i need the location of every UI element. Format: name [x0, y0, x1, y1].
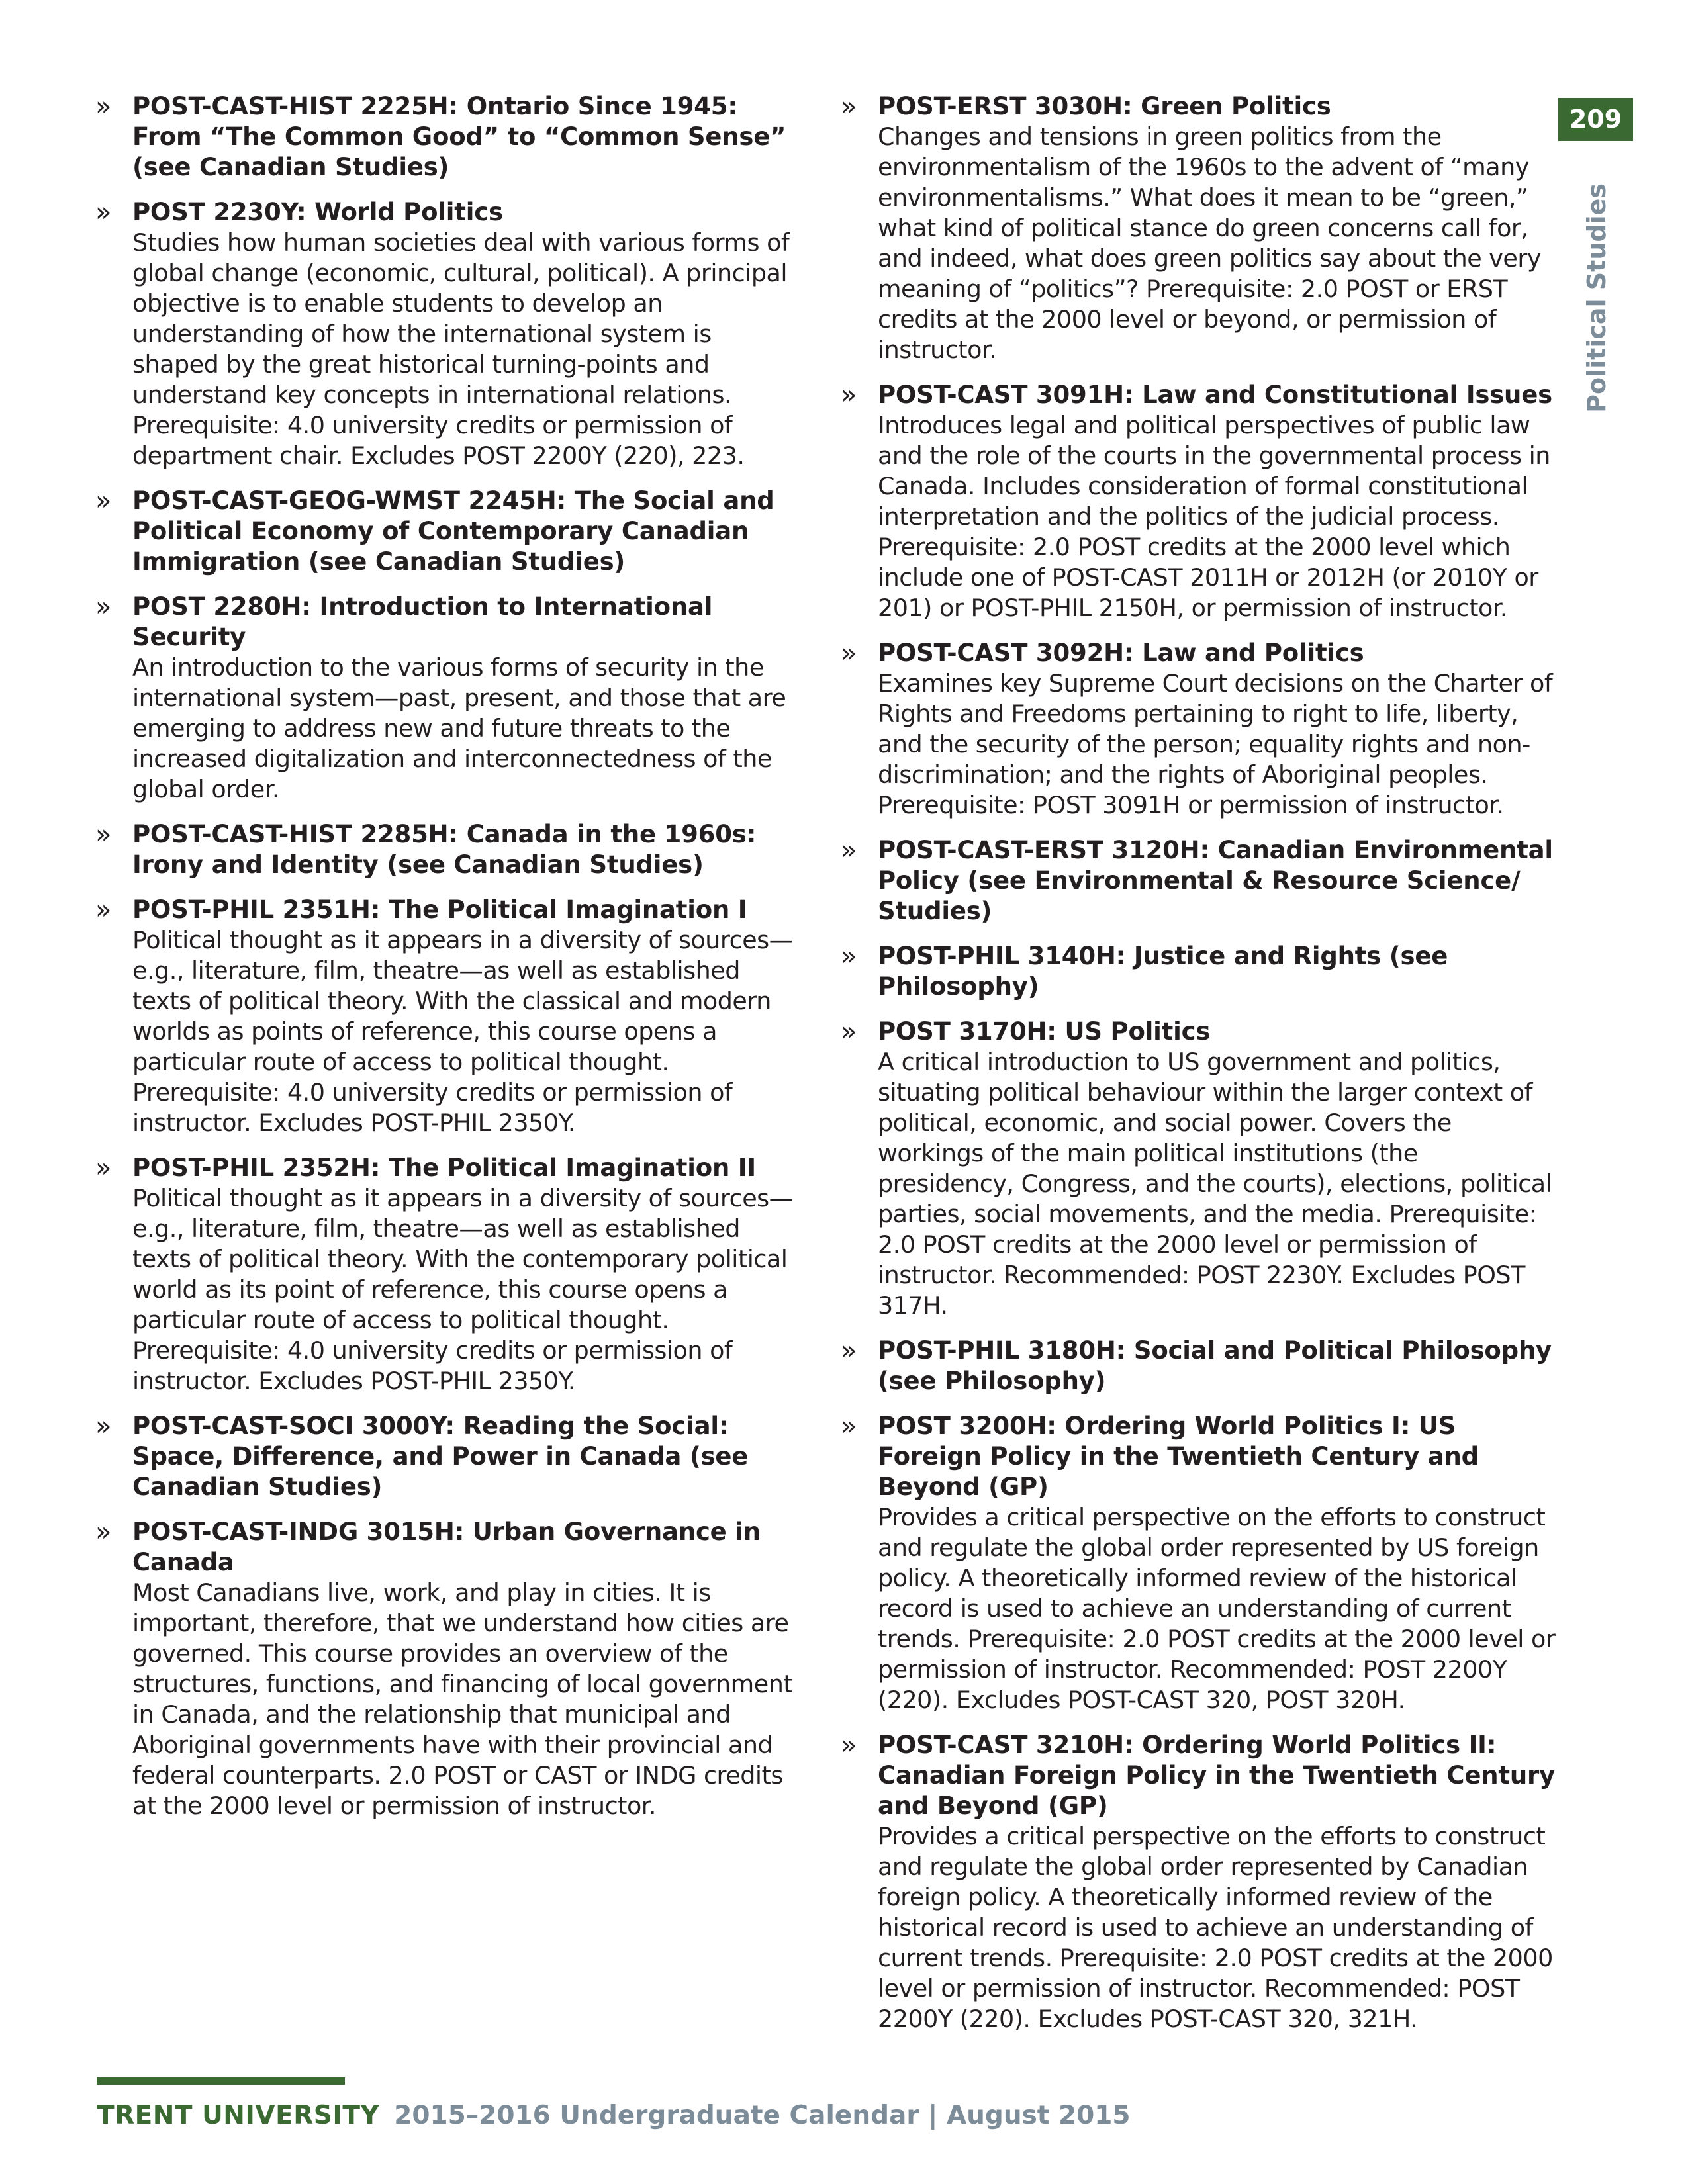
course-title: POST-CAST 3092H: Law and Politics [878, 639, 1364, 667]
course-description: Changes and tensions in green politics from the environmentalism of the 1960s to the advent of “many environmentalisms.” What does it mean to be “green,” what kind of political stance do green concerns call for, and indeed, what does green politics say about the very meaning of “politics”? Prerequisite: 2.0 POST or ERST credits at the 2000 level or beyond, or permission of instructor. [878, 122, 1541, 364]
course-description: Political thought as it appears in a diversity of sources—e.g., literature, film, theatre—as well as established texts of political theory. With the contemporary political world as its point of reference, this course opens a particular route of access to political thought. Prerequisite: 4.0 university credits or permission of instructor. Excludes POST-PHIL 2350Y. [132, 1184, 793, 1395]
bullet-marker: » [841, 380, 857, 410]
course-entry [838, 941, 1556, 1002]
course-description: Examines key Supreme Court decisions on the Charter of Rights and Freedoms pertaining to right to life, liberty, and the security of the person; equality rights and non-discrimination; and the rights of Aboriginal peoples. Prerequisite: POST 3091H or permission of instructor. [878, 669, 1553, 819]
bullet-marker: » [95, 1411, 112, 1441]
course-title: POST-CAST-HIST 2225H: Ontario Since 1945: From “The Common Good” to “Common Sense” (see Canadian Studies) [132, 92, 786, 181]
bullet-marker: » [841, 1017, 857, 1047]
course-entry [838, 1730, 1556, 2034]
course-entry [93, 1517, 804, 1821]
bullet-marker: » [841, 941, 857, 972]
course-entry [93, 1153, 804, 1396]
course-description: Studies how human societies deal with various forms of global change (economic, cultural, political). A principal objective is to enable students to develop an understanding of how the international system is shaped by the great historical turning-points and understand key concepts in international relations. Prerequisite: 4.0 university credits or permission of department chair. Excludes POST 2200Y (220), 223. [132, 228, 790, 470]
course-title: POST-CAST-GEOG-WMST 2245H: The Social and Political Economy of Contemporary Canadian Immigration (see Canadian Studies) [132, 486, 774, 576]
course-description: Political thought as it appears in a diversity of sources—e.g., literature, film, theatre—as well as established texts of political theory. With the classical and modern worlds as points of reference, this course opens a particular route of access to political thought. Prerequisite: 4.0 university credits or permission of instructor. Excludes POST-PHIL 2350Y. [132, 926, 793, 1137]
course-entry [93, 486, 804, 577]
course-title: POST-ERST 3030H: Green Politics [878, 92, 1331, 120]
course-description: An introduction to the various forms of security in the international system—past, present, and those that are emerging to address new and future threats to the increased digitalization and interconnectedness of the global order. [132, 653, 786, 803]
course-entry [838, 1336, 1556, 1396]
right-column [838, 91, 1556, 2049]
course-entry [838, 638, 1556, 821]
course-title: POST-CAST-ERST 3120H: Canadian Environmental Policy (see Environmental & Resource Science/ Studies) [878, 836, 1553, 925]
bullet-marker: » [95, 819, 112, 850]
course-entry [93, 197, 804, 471]
course-description: Introduces legal and political perspectives of public law and the role of the courts in the governmental process in Canada. Includes consideration of formal constitutional interpretation and the politics of the judicial process. Prerequisite: 2.0 POST credits at the 2000 level which include one of POST-CAST 2011H or 2012H (or 2010Y or 201) or POST-PHIL 2150H, or permission of instructor. [878, 411, 1550, 622]
course-entry [93, 895, 804, 1138]
course-entry [93, 592, 804, 805]
footer-rule [97, 2077, 345, 2085]
bullet-marker: » [95, 197, 112, 228]
bullet-marker: » [95, 486, 112, 516]
course-title: POST-CAST-SOCI 3000Y: Reading the Social: Space, Difference, and Power in Canada (see Canadian Studies) [132, 1412, 749, 1501]
course-entry [838, 91, 1556, 365]
course-title: POST-CAST-INDG 3015H: Urban Governance in Canada [132, 1518, 761, 1576]
bullet-marker: » [95, 592, 112, 622]
course-description: Most Canadians live, work, and play in cities. It is important, therefore, that we understand how cities are governed. This course provides an overview of the structures, functions, and financing of local government in Canada, and the relationship that municipal and Aboriginal governments have with their provincial and federal counterparts. 2.0 POST or CAST or INDG credits at the 2000 level or permission of instructor. [132, 1578, 793, 1820]
bullet-marker: » [841, 638, 857, 668]
page-footer [97, 2099, 1131, 2132]
bullet-marker: » [841, 1411, 857, 1441]
course-title: POST-PHIL 3140H: Justice and Rights (see Philosophy) [878, 942, 1448, 1001]
course-title: POST-PHIL 2351H: The Political Imagination I [132, 895, 747, 924]
bullet-marker: » [95, 1153, 112, 1183]
bullet-marker: » [841, 835, 857, 866]
footer-university: TRENT UNIVERSITY [97, 2101, 380, 2130]
page-number: 209 [1558, 98, 1633, 141]
course-entry [93, 91, 804, 183]
course-description: A critical introduction to US government and politics, situating political behaviour within the larger context of political, economic, and social power. Covers the workings of the main political institutions (the presidency, Congress, and the courts), elections, political parties, social movements, and the media. Prerequisite: 2.0 POST credits at the 2000 level or permission of instructor. Recommended: POST 2230Y. Excludes POST 317H. [878, 1048, 1552, 1320]
course-title: POST-CAST 3210H: Ordering World Politics II: Canadian Foreign Policy in the Twentieth Century and Beyond (GP) [878, 1731, 1556, 1820]
left-column [93, 91, 804, 1836]
course-description: Provides a critical perspective on the efforts to construct and regulate the global order represented by US foreign policy. A theoretically informed review of the historical record is used to achieve an understanding of current trends. Prerequisite: 2.0 POST credits at the 2000 level or permission of instructor. Recommended: POST 2200Y (220). Excludes POST-CAST 320, POST 320H. [878, 1503, 1556, 1714]
course-entry [838, 835, 1556, 927]
course-entry [838, 380, 1556, 623]
course-title: POST-CAST 3091H: Law and Constitutional Issues [878, 381, 1552, 409]
course-title: POST 3200H: Ordering World Politics I: US Foreign Policy in the Twentieth Century and Beyond (GP) [878, 1412, 1479, 1501]
course-title: POST-CAST-HIST 2285H: Canada in the 1960s: Irony and Identity (see Canadian Studies) [132, 820, 757, 879]
bullet-marker: » [95, 91, 112, 122]
course-entry [93, 819, 804, 880]
bullet-marker: » [95, 1517, 112, 1547]
course-title: POST 2230Y: World Politics [132, 198, 503, 226]
course-entry [93, 1411, 804, 1502]
bullet-marker: » [841, 91, 857, 122]
section-side-label: Political Studies [1582, 183, 1611, 413]
course-entry [838, 1017, 1556, 1321]
bullet-marker: » [841, 1730, 857, 1760]
course-description: Provides a critical perspective on the efforts to construct and regulate the global order represented by Canadian foreign policy. A theoretically informed review of the historical record is used to achieve an understanding of current trends. Prerequisite: 2.0 POST credits at the 2000 level or permission of instructor. Recommended: POST 2200Y (220). Excludes POST-CAST 320, 321H. [878, 1822, 1553, 2033]
course-title: POST-PHIL 3180H: Social and Political Philosophy (see Philosophy) [878, 1336, 1552, 1395]
course-title: POST 3170H: US Politics [878, 1017, 1211, 1046]
course-title: POST 2280H: Introduction to International Security [132, 592, 713, 651]
course-title: POST-PHIL 2352H: The Political Imagination II [132, 1154, 756, 1182]
bullet-marker: » [95, 895, 112, 925]
course-entry [838, 1411, 1556, 1715]
footer-calendar: 2015–2016 Undergraduate Calendar | August 2015 [394, 2101, 1131, 2130]
bullet-marker: » [841, 1336, 857, 1366]
